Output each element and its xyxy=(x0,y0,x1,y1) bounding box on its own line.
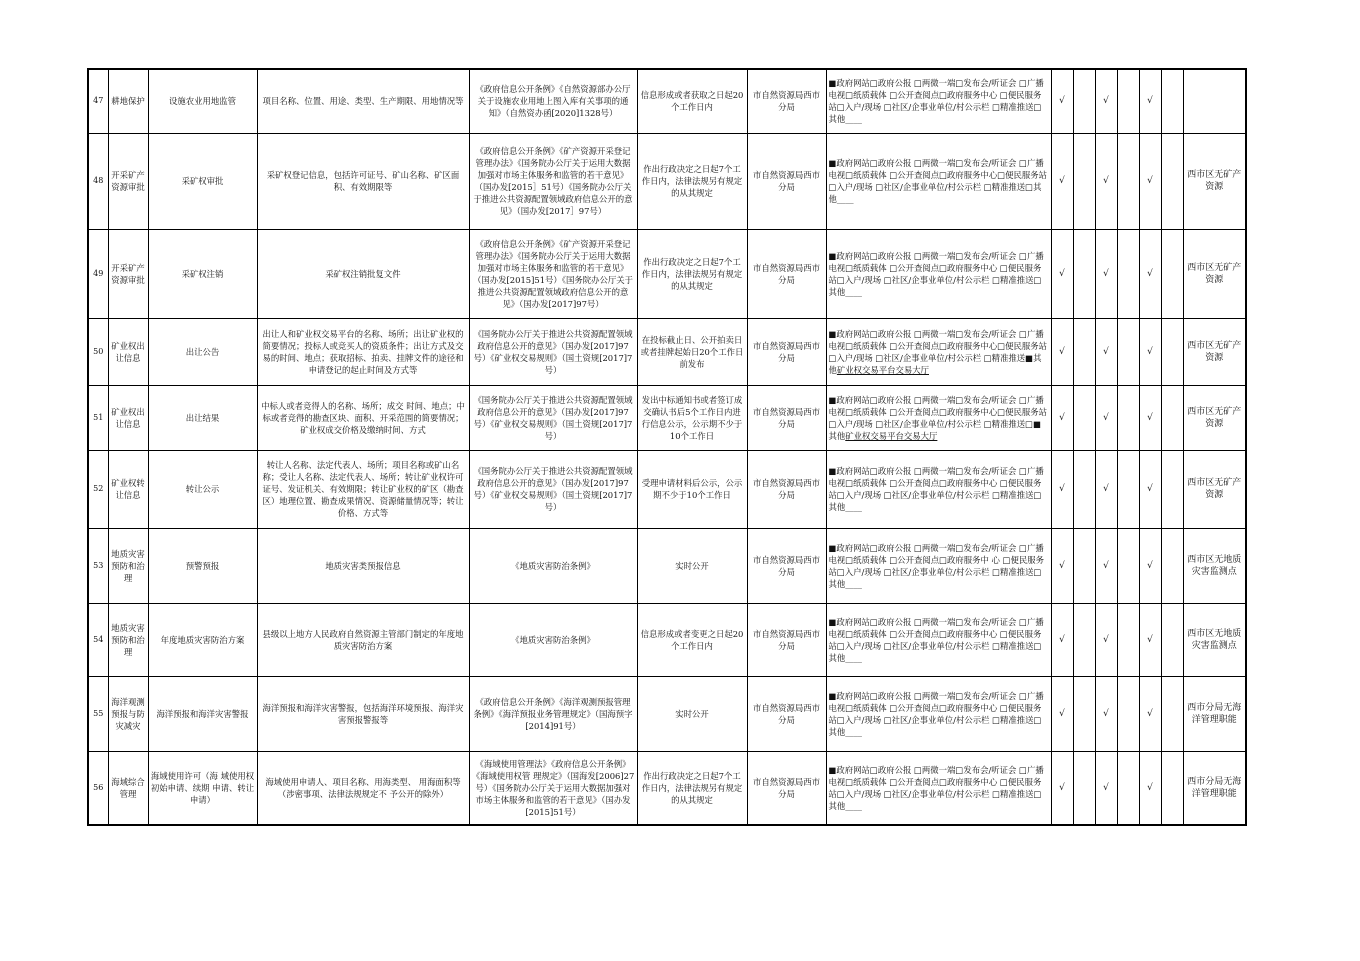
item-cell-text: 预警预报 xyxy=(185,560,220,571)
channel-cell xyxy=(826,133,1051,229)
item-cell-text: 转让公示 xyxy=(185,484,220,494)
check-cell: √ xyxy=(1051,528,1073,603)
category-cell xyxy=(108,133,148,229)
time-limit-cell xyxy=(637,229,747,318)
remark-cell: 西市区无矿产资源 xyxy=(1183,229,1246,318)
row-number-text: 50 xyxy=(93,346,104,356)
channel-cell xyxy=(826,69,1051,133)
basis-cell-text: 《国务院办公厅关于推进公共资源配置领域政府信息公开的意见》（国办发[2017]97号）《矿业权交易规则》（国土资规[2017]7号） xyxy=(473,394,633,441)
check-cell xyxy=(1161,385,1183,450)
subject-cell-text: 市自然资源局西市分局 xyxy=(753,702,820,725)
row-number-text: 54 xyxy=(93,634,104,644)
subject-cell xyxy=(747,450,826,528)
channel-cell-text: ■政府网站□政府公报 □两微一端□发布会/听证会 □广播电视□纸质载体 □公开查阅点□政府服务中心□便民服务站□入户/现场 □社区/企事业单位/村公示栏 □精准推送□■其他 xyxy=(828,394,1048,441)
item-cell xyxy=(148,229,257,318)
check-cell: √ xyxy=(1051,229,1073,318)
basis-cell-text: 《国务院办公厅关于推进公共资源配置领域政府信息公开的意见》（国办发[2017]97号）《矿业权交易规则》（国土资规[2017]7号） xyxy=(473,328,633,375)
category-cell-text: 开采矿产资源审批 xyxy=(111,262,145,285)
check-cell: √ xyxy=(1139,528,1161,603)
check-cell: √ xyxy=(1051,676,1073,751)
category-cell-text: 矿业权转让信息 xyxy=(111,478,145,500)
time-limit-cell xyxy=(637,385,747,450)
time-limit-cell-text: 作出行政决定之日起7个工作日内，法律法规另有规定的从其规定 xyxy=(641,770,743,805)
check-cell: √ xyxy=(1139,229,1161,318)
category-cell-text: 地质灾害预防和治理 xyxy=(111,548,145,583)
remark-cell: 西市区无地质灾害监测点 xyxy=(1183,603,1246,676)
subject-cell-text: 市自然资源局西市分局 xyxy=(753,776,820,799)
table-row xyxy=(88,751,1246,825)
item-cell xyxy=(148,318,257,385)
subject-cell-text: 市自然资源局西市分局 xyxy=(753,628,820,651)
channel-cell-text: ■政府网站□政府公报 □两微一端□发布会/听证会 □广播电视□纸质载体 □公开查阅点□政府服务中心 □便民服务站□入户/现场 □社区/企事业单位/村公示栏 □精准推送□其他____ xyxy=(828,616,1044,663)
basis-cell-text: 《国务院办公厅关于推进公共资源配置领域政府信息公开的意见》（国办发[2017]97号）《矿业权交易规则》（国土资规[2017]7号） xyxy=(473,466,633,512)
category-cell xyxy=(108,385,148,450)
check-cell xyxy=(1161,318,1183,385)
table-row xyxy=(88,450,1246,528)
time-limit-cell-text: 实时公开 xyxy=(675,708,709,719)
check-cell: √ xyxy=(1139,69,1161,133)
content-cell xyxy=(257,450,469,528)
check-cell: √ xyxy=(1051,751,1073,825)
subject-cell-text: 市自然资源局西市分局 xyxy=(753,406,820,429)
time-limit-cell xyxy=(637,318,747,385)
remark-cell: 西市区无矿产资源 xyxy=(1183,133,1246,229)
time-limit-cell-text: 在投标截止日、公开拍卖日或者挂牌起始日20个工作日前发布 xyxy=(640,334,744,369)
category-cell xyxy=(108,450,148,528)
category-cell xyxy=(108,229,148,318)
table-row xyxy=(88,528,1246,603)
row-number xyxy=(88,229,108,318)
subject-cell-text: 市自然资源局西市分局 xyxy=(753,340,820,363)
row-number-text: 49 xyxy=(93,268,104,278)
item-cell-text: 设施农业用地监管 xyxy=(169,96,236,107)
item-cell xyxy=(148,69,257,133)
check-cell xyxy=(1161,676,1183,751)
content-cell-text: 转让人名称、法定代表人、场所；项目名称或矿山名称；受让人名称、法定代表人、场所；转让矿业权许可证号、发证机关、有效期限；转让矿业权的矿区（勘查区）地理位置、勘查成果情况、资源储量情况等；转让价格、方式等 xyxy=(262,460,464,518)
time-limit-cell-text: 受理申请材料后公示，公示期不少于10个工作日 xyxy=(641,478,743,500)
check-cell: √ xyxy=(1139,133,1161,229)
check-cell: √ xyxy=(1051,318,1073,385)
item-cell-text: 出让公告 xyxy=(185,346,220,357)
channel-cell-text: ■政府网站□政府公报 □两微一端□发布会/听证会 □广播电视□纸质载体 □公开查阅点□政府服务中心 □便民服务站□入户/现场 □社区/企事业单位/村公示栏 □精准推送□其他____ xyxy=(828,466,1044,512)
check-cell xyxy=(1161,229,1183,318)
channel-cell xyxy=(826,528,1051,603)
row-number-text: 47 xyxy=(93,96,104,106)
row-number-text: 55 xyxy=(93,708,104,718)
check-cell: √ xyxy=(1051,385,1073,450)
table-row xyxy=(88,603,1246,676)
time-limit-cell xyxy=(637,133,747,229)
basis-cell xyxy=(469,385,637,450)
content-cell-text: 海洋预报和海洋灾害警报，包括海洋环境预报、海洋灾害预报警报等 xyxy=(262,702,464,725)
check-cell: √ xyxy=(1139,751,1161,825)
check-cell: √ xyxy=(1051,603,1073,676)
check-cell xyxy=(1161,450,1183,528)
basis-cell xyxy=(469,528,637,603)
time-limit-cell-text: 实时公开 xyxy=(675,560,709,571)
check-cell: √ xyxy=(1095,603,1117,676)
remark-cell: 西市区无矿产资源 xyxy=(1183,318,1246,385)
check-cell: √ xyxy=(1095,318,1117,385)
channel-cell xyxy=(826,603,1051,676)
check-cell: √ xyxy=(1139,450,1161,528)
item-cell-text: 年度地质灾害防治方案 xyxy=(160,634,245,645)
check-cell xyxy=(1161,69,1183,133)
check-cell xyxy=(1117,229,1139,318)
content-cell xyxy=(257,676,469,751)
subject-cell-text: 市自然资源局西市分局 xyxy=(753,478,820,500)
content-cell-text: 县级以上地方人民政府自然资源主管部门制定的年度地质灾害防治方案 xyxy=(262,628,464,651)
content-cell xyxy=(257,603,469,676)
category-cell-text: 海域综合管理 xyxy=(111,776,145,799)
time-limit-cell-text: 信息形成或者变更之日起20个工作日内 xyxy=(640,628,744,651)
basis-cell-text: 《海域使用管理法》《政府信息公开条例》《海域使用权管 理规定》（国海发[2006]27号）《国务院办公厅关于运用大数据加强对市场主体服务和监管的若干意见》（国办发[2015]51号） xyxy=(471,758,635,817)
check-cell: √ xyxy=(1095,133,1117,229)
check-cell: √ xyxy=(1051,133,1073,229)
category-cell-text: 矿业权出让信息 xyxy=(111,340,145,363)
disclosure-table xyxy=(87,68,1247,826)
row-number xyxy=(88,69,108,133)
basis-cell xyxy=(469,450,637,528)
row-number-text: 48 xyxy=(93,176,104,185)
check-cell xyxy=(1117,318,1139,385)
check-cell xyxy=(1117,676,1139,751)
check-cell: √ xyxy=(1095,676,1117,751)
remark-cell: 西市区无矿产资源 xyxy=(1183,385,1246,450)
content-cell-text: 海域使用申请人、项目名称、用海类型、 用海面积等（涉密事项、法律法规规定不 予公开的除外） xyxy=(265,776,461,799)
content-cell-text: 采矿权注销批复文件 xyxy=(325,268,401,279)
category-cell-text: 矿业权出让信息 xyxy=(111,406,145,429)
check-cell xyxy=(1073,133,1095,229)
channel-cell-text: ■政府网站□政府公报 □两微一端□发布会/听证会 □广播电视□纸质载体 □公开查阅点□政府服务中心□便民服务站□入户/现场 □社区/企事业单位/村公示栏 □精准推送■其他 xyxy=(828,328,1048,375)
check-cell: √ xyxy=(1139,385,1161,450)
content-cell xyxy=(257,385,469,450)
check-cell: √ xyxy=(1139,603,1161,676)
table-row xyxy=(88,133,1246,229)
content-cell xyxy=(257,229,469,318)
check-cell: √ xyxy=(1095,385,1117,450)
remark-cell xyxy=(1183,69,1246,133)
table-row xyxy=(88,385,1246,450)
item-cell xyxy=(148,385,257,450)
check-cell xyxy=(1117,69,1139,133)
remark-cell: 西市区无矿产资源 xyxy=(1183,450,1246,528)
basis-cell-text: 《地质灾害防治条例》 xyxy=(511,634,595,645)
channel-cell xyxy=(826,751,1051,825)
item-cell xyxy=(148,751,257,825)
content-cell-text: 项目名称、位置、用途、类型、生产期限、用地情况等 xyxy=(262,96,464,107)
row-number xyxy=(88,751,108,825)
time-limit-cell-text: 作出行政决定之日起7个工作日内，法律法规另有规定的从其规定 xyxy=(641,164,743,198)
content-cell xyxy=(257,69,469,133)
subject-cell-text: 市自然资源局西市分局 xyxy=(753,90,820,113)
time-limit-cell xyxy=(637,676,747,751)
subject-cell-text: 市自然资源局西市分局 xyxy=(753,262,820,285)
item-cell xyxy=(148,676,257,751)
channel-link-text: 矿业权交易平台交易大厅 xyxy=(836,364,929,375)
check-cell: √ xyxy=(1095,69,1117,133)
channel-link-text: 矿业权交易平台交易大厅 xyxy=(845,430,938,441)
time-limit-cell xyxy=(637,751,747,825)
content-cell-text: 地质灾害类预报信息 xyxy=(325,560,401,571)
category-cell xyxy=(108,318,148,385)
check-cell xyxy=(1117,133,1139,229)
category-cell xyxy=(108,676,148,751)
basis-cell-text: 《政府信息公开条例》《海洋观测预报管理条例》《海洋预报业务管理规定》（国海预字[2014]91号） xyxy=(473,696,633,731)
subject-cell xyxy=(747,751,826,825)
row-number xyxy=(88,318,108,385)
row-number-text: 53 xyxy=(93,560,104,570)
basis-cell xyxy=(469,603,637,676)
check-cell: √ xyxy=(1095,751,1117,825)
check-cell xyxy=(1073,528,1095,603)
table-row xyxy=(88,229,1246,318)
channel-cell-text: ■政府网站□政府公报 □两微一端□发布会/听证会 □广播电视□纸质载体 □公开查阅点□政府服务中 心 □便民服务站□入户/现场 □社区/企事业单位/村公示栏 □精准推送□其他____ xyxy=(828,542,1045,589)
check-cell xyxy=(1073,318,1095,385)
subject-cell xyxy=(747,385,826,450)
item-cell-text: 出让结果 xyxy=(185,412,220,423)
check-cell xyxy=(1117,603,1139,676)
check-cell: √ xyxy=(1139,676,1161,751)
row-number-text: 51 xyxy=(93,412,104,422)
time-limit-cell xyxy=(637,528,747,603)
subject-cell xyxy=(747,528,826,603)
table-row xyxy=(88,676,1246,751)
item-cell xyxy=(148,450,257,528)
subject-cell xyxy=(747,69,826,133)
basis-cell-text: 《政府信息公开条例》《自然资源部办公厅关于设施农业用地上图入库有关事项的通知》（自然资办函[2020]1328号） xyxy=(475,84,631,119)
channel-cell-text: ■政府网站□政府公报 □两微一端□发布会/听证会 □广播电视□纸质载体 □公开查阅点□政府服务中心 □便民服务站□入户/现场 □社区/企事业单位/村公示栏 □精准推送□其他____ xyxy=(828,250,1044,297)
check-cell xyxy=(1161,751,1183,825)
check-cell: √ xyxy=(1095,450,1117,528)
remark-cell: 西市分局无海洋管理职能 xyxy=(1183,751,1246,825)
channel-cell xyxy=(826,676,1051,751)
basis-cell-text: 《政府信息公开条例》《矿产资源开采登记管理办法》《国务院办公厅关于运用大数据加强对市场主体服务和监管的若干意见》（国办发[2015］51号）《国务院办公厅关于推进公共资源配置领域政府信息公开的意见》（国办发[2017］97号） xyxy=(473,146,633,216)
basis-cell xyxy=(469,229,637,318)
row-number-text: 52 xyxy=(93,484,104,493)
content-cell xyxy=(257,133,469,229)
time-limit-cell xyxy=(637,603,747,676)
check-cell xyxy=(1117,528,1139,603)
row-number xyxy=(88,603,108,676)
channel-cell xyxy=(826,450,1051,528)
content-cell xyxy=(257,751,469,825)
content-cell-text: 中标人或者竞得人的名称、场所；成交 时间、地点；中标或者竞得的勘查区块、面积、开采范围的简要情况；矿业权成交价格及缴纳时间、方式 xyxy=(261,400,465,435)
subject-cell xyxy=(747,133,826,229)
row-number xyxy=(88,385,108,450)
item-cell-text: 采矿权注销 xyxy=(181,268,224,279)
item-cell-text: 海洋预报和海洋灾害警报 xyxy=(156,708,249,719)
time-limit-cell xyxy=(637,450,747,528)
basis-cell xyxy=(469,69,637,133)
basis-cell xyxy=(469,133,637,229)
category-cell-text: 地质灾害预防和治理 xyxy=(111,622,145,657)
check-cell xyxy=(1117,751,1139,825)
channel-cell xyxy=(826,385,1051,450)
channel-cell-text: ■政府网站□政府公报 □两微一端□发布会/听证会 □广播电视□纸质载体 □公开查阅点□政府服务中心 □便民服务站□入户/现场 □社区/企事业单位/村公示栏 □精准推送□其他____ xyxy=(828,78,1044,125)
item-cell-text: 海域使用许可（海 域使用权初始申请、续期 申请、转让申请） xyxy=(150,770,255,805)
content-cell xyxy=(257,318,469,385)
table-row xyxy=(88,318,1246,385)
item-cell xyxy=(148,603,257,676)
basis-cell xyxy=(469,751,637,825)
content-cell-text: 采矿权登记信息，包括许可证号、矿山名称、矿区面积、有效期限等 xyxy=(266,170,460,192)
content-cell-text: 出让人和矿业权交易平台的名称、场所；出让矿业权的简要情况；投标人或竞买人的资质条件；出让方式及交易的时间、地点；获取招标、拍卖、挂牌文件的途径和申请登记的起止时间及方式等 xyxy=(262,328,464,375)
channel-cell xyxy=(826,229,1051,318)
check-cell: √ xyxy=(1095,229,1117,318)
subject-cell xyxy=(747,603,826,676)
channel-cell-text: ■政府网站□政府公报 □两微一端□发布会/听证会 □广播电视□纸质载体 □公开查阅点□政府服务中心 □便民服务站□入户/现场 □社区/企事业单位/村公示栏 □精准推送□其他____ xyxy=(828,690,1044,737)
channel-cell-text: ■政府网站□政府公报 □两微一端□发布会/听证会 □广播电视□纸质载体 □公开查阅点□政府服务中心 □便民服务站□入户/现场 □社区/企事业单位/村公示栏 □精准推送□其他____ xyxy=(828,764,1044,811)
check-cell xyxy=(1073,385,1095,450)
content-cell xyxy=(257,528,469,603)
category-cell-text: 开采矿产资源审批 xyxy=(111,170,145,192)
check-cell xyxy=(1161,133,1183,229)
row-number xyxy=(88,528,108,603)
check-cell: √ xyxy=(1139,318,1161,385)
channel-cell xyxy=(826,318,1051,385)
time-limit-cell xyxy=(637,69,747,133)
check-cell xyxy=(1073,676,1095,751)
item-cell xyxy=(148,133,257,229)
subject-cell xyxy=(747,676,826,751)
category-cell xyxy=(108,603,148,676)
basis-cell xyxy=(469,676,637,751)
category-cell-text: 耕地保护 xyxy=(111,96,145,107)
category-cell xyxy=(108,69,148,133)
time-limit-cell-text: 发出中标通知书或者签订成交确认书后5个工作日内进行信息公示，公示期不少于10个工作日 xyxy=(641,394,743,441)
row-number xyxy=(88,676,108,751)
check-cell xyxy=(1161,603,1183,676)
item-cell xyxy=(148,528,257,603)
item-cell-text: 采矿权审批 xyxy=(181,176,224,186)
table-body xyxy=(88,69,1246,825)
check-cell xyxy=(1073,69,1095,133)
table-row xyxy=(88,69,1246,133)
subject-cell-text: 市自然资源局西市分局 xyxy=(753,170,820,192)
subject-cell-text: 市自然资源局西市分局 xyxy=(753,554,820,577)
time-limit-cell-text: 信息形成或者获取之日起20个工作日内 xyxy=(640,90,744,113)
subject-cell xyxy=(747,318,826,385)
category-cell xyxy=(108,751,148,825)
check-cell: √ xyxy=(1051,69,1073,133)
category-cell xyxy=(108,528,148,603)
remark-cell: 西市分局无海洋管理职能 xyxy=(1183,676,1246,751)
check-cell xyxy=(1073,450,1095,528)
check-cell xyxy=(1161,528,1183,603)
row-number xyxy=(88,133,108,229)
check-cell xyxy=(1073,603,1095,676)
basis-cell-text: 《地质灾害防治条例》 xyxy=(511,560,595,571)
time-limit-cell-text: 作出行政决定之日起7个工作日内，法律法规另有规定的从其规定 xyxy=(641,256,743,291)
subject-cell xyxy=(747,229,826,318)
row-number-text: 56 xyxy=(93,782,104,792)
channel-cell-text: ■政府网站□政府公报 □两微一端□发布会/听证会 □广播电视□纸质载体 □公开查阅点□政府服务中心□便民服务站□入户/现场 □社区/企事业单位/村公示栏 □精准推送□其他____ xyxy=(828,158,1048,204)
check-cell xyxy=(1073,751,1095,825)
basis-cell xyxy=(469,318,637,385)
row-number xyxy=(88,450,108,528)
remark-cell: 西市区无地质灾害监测点 xyxy=(1183,528,1246,603)
basis-cell-text: 《政府信息公开条例》《矿产资源开采登记管理办法》《国务院办公厅关于运用大数据加强对市场主体服务和监管的若干意见》（国办发[2015]51号）《国务院办公厅关于推进公共资源配置领域政府信息公开的意见》（国办发[2017]97号） xyxy=(473,238,633,309)
category-cell-text: 海洋观测预报与防灾减灾 xyxy=(111,696,145,731)
check-cell xyxy=(1117,450,1139,528)
check-cell: √ xyxy=(1095,528,1117,603)
check-cell: √ xyxy=(1051,450,1073,528)
check-cell xyxy=(1117,385,1139,450)
check-cell xyxy=(1073,229,1095,318)
